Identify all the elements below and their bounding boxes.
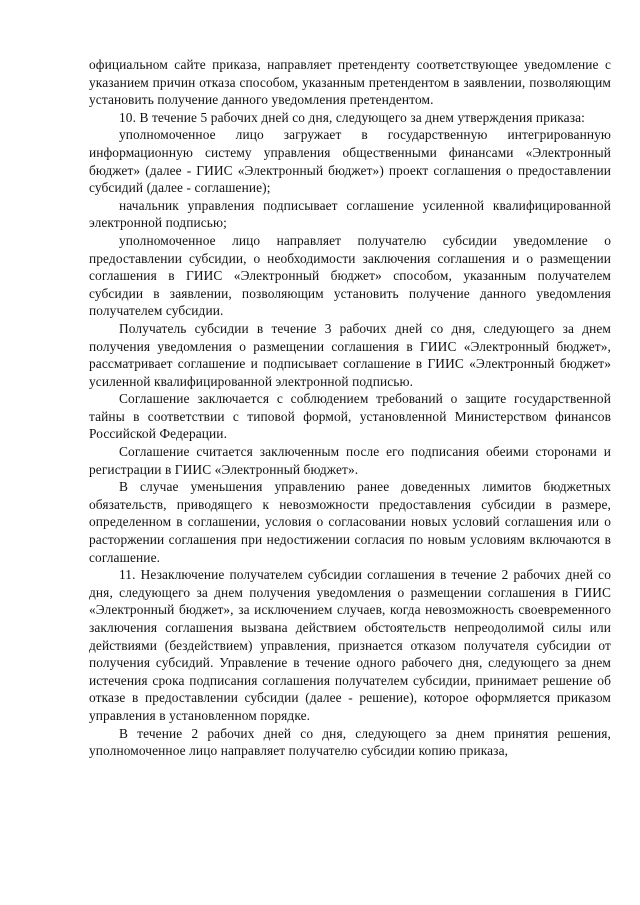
paragraph-8: Соглашение считается заключенным после его подписания обеими сторонами и регистрации в ГИИС «Электронный бюджет». <box>89 444 611 477</box>
paragraph-9: В случае уменьшения управлению ранее доведенных лимитов бюджетных обязательств, приводящего к невозможности предоставления субсидии в размере, определенном в соглашении, условия о согласовании новых условий соглашения или о расторжении соглашения при недостижении согласия по новым условиям включаются в соглашение. <box>89 479 611 565</box>
paragraph-5: уполномоченное лицо направляет получателю субсидии уведомление о предоставлении субсидии, о необходимости заключения соглашения и о размещении соглашения в ГИИС «Электронный бюджет» способом, указанным получателем субсидии в заявлении, позволяющим установить получение данного уведомления получателем субсидии. <box>89 232 611 319</box>
paragraph-6: Получатель субсидии в течение 3 рабочих дней со дня, следующего за днем получения уведомления о размещении соглашения в ГИИС «Электронный бюджет», рассматривает соглашение и подписывает соглашение в ГИИС «Электронный бюджет» усиленной квалифицированной электронной подписью. <box>89 320 611 389</box>
paragraph-11: В течение 2 рабочих дней со дня, следующего за днем принятия решения, уполномоченное лицо направляет получателю субсидии копию приказа, <box>89 725 611 759</box>
paragraph-4: начальник управления подписывает соглашение усиленной квалифицированной электронной подписью; <box>89 197 611 231</box>
paragraph-2: 10. В течение 5 рабочих дней со дня, следующего за днем утверждения приказа: <box>119 109 585 125</box>
paragraph-7: Соглашение заключается с соблюдением требований о защите государственной тайны в соответствии с типовой формой, установленной Министерством финансов Российской Федерации. <box>89 391 611 442</box>
paragraph-1: официальном сайте приказа, направляет претенденту соответствующее уведомление с указанием причин отказа способом, указанным претендентом в заявлении, позволяющим установить получение данного уведомления претендентом. <box>89 57 611 108</box>
paragraph-10: 11. Незаключение получателем субсидии соглашения в течение 2 рабочих дней со дня, следующего за днем получения уведомления о размещении соглашения в ГИИС «Электронный бюджет», за исключением случаев, когда невозможность своевременного заключения соглашения вызвана действием обстоятельств непреодолимой силы или действиями (бездействием) управления, признается отказом получателя субсидии от получения субсидий. Управление в течение одного рабочего дня, следующего за днем истечения срока подписания соглашения получателем субсидии, принимает решение об отказе в предоставлении субсидии (далее - решение), которое оформляется приказом управления в установленном порядке. <box>89 567 611 723</box>
paragraph-3: уполномоченное лицо загружает в государственную интегрированную информационную систему управления общественными финансами «Электронный бюджет» (далее - ГИИС «Электронный бюджет») проект соглашения о предоставлении субсидий (далее - соглашение); <box>89 127 611 196</box>
document-page <box>89 56 611 760</box>
